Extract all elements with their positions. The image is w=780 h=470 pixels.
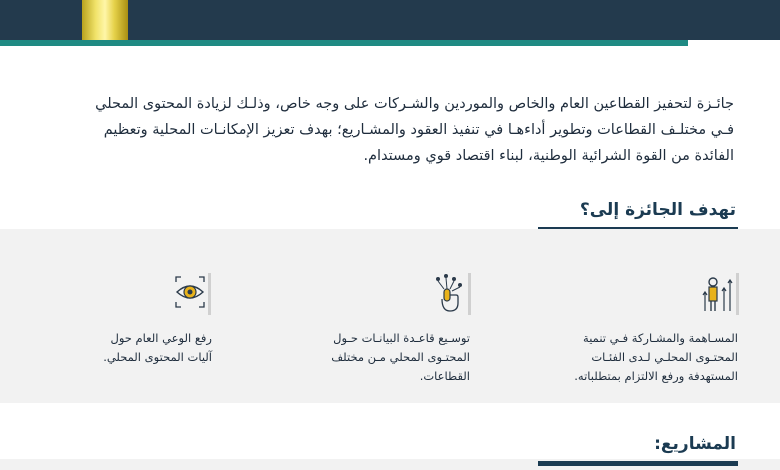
projects-section-title: المشاريع: — [654, 434, 736, 454]
growth-person-icon — [700, 273, 740, 313]
intro-line: جائـزة لتحفيز القطاعين العام والخاص والموردين والشـركات على وجه خاص، وذلـك لزيادة المحتوى المحلي — [95, 96, 734, 112]
banner-stripe-gap — [688, 40, 780, 46]
trophy-image — [82, 0, 128, 40]
goal-text-3: رفع الوعي العام حول آليات المحتوى المحلي. — [103, 331, 212, 364]
eye-awareness-icon — [172, 273, 212, 313]
intro-line: الفائدة من القوة الشرائية الوطنية، لبناء اقتصاد قوي ومستدام. — [363, 148, 734, 164]
touch-network-icon — [432, 273, 472, 313]
goals-section-title: تهدف الجائزة إلى؟ — [579, 200, 736, 220]
goal-text-1: المسـاهمة والمشـاركة فـي تنمية المحتـوى المحلـي لـدى الفئـات المستهدفة ورفع الالتزام بمتطلباته. — [574, 331, 738, 383]
banner-accent-stripe — [0, 40, 688, 46]
intro-line: فـي مختلـف القطاعات وتطوير أداءهـا في تنفيذ العقود والمشـاريع؛ بهدف تعزيز الإمكانـات المحلية وتعظيم — [103, 122, 734, 138]
projects-title-underline — [538, 461, 738, 466]
goal-text-2: توسـيع قاعـدة البيانـات حـول المحتـوى المحلي مـن مختلف القطاعات. — [331, 331, 470, 383]
goals-band — [0, 229, 780, 403]
intro-paragraph — [34, 91, 734, 169]
